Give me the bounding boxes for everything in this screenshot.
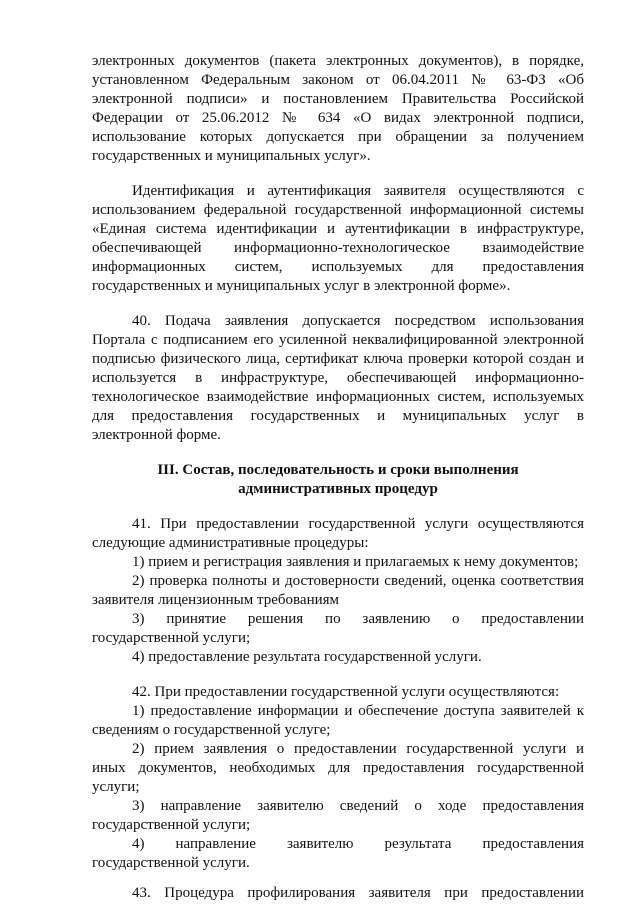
text-line: использование которых допускается при обращении за получением bbox=[92, 129, 584, 145]
text-line: 41. При предоставлении государственной услуги осуществляются bbox=[132, 516, 584, 532]
list-item: 3) направление заявителю сведений о ходе предоставления bbox=[132, 798, 584, 814]
text-line: иных документов, необходимых для предоставления государственной bbox=[92, 760, 584, 776]
text-line: следующие административные процедуры: bbox=[92, 535, 369, 551]
list-item: 3) принятие решения по заявлению о предоставлении bbox=[132, 611, 584, 627]
text-line: сведениям о государственной услуге; bbox=[92, 722, 331, 738]
text-line: 40. Подача заявления допускается посредством использования bbox=[132, 313, 584, 329]
text-line: государственных и муниципальных услуг». bbox=[92, 148, 371, 164]
text-line: Портала с подписанием его усиленной неквалифицированной электронной bbox=[92, 332, 584, 348]
text-line: электронной подписи» и постановлением Правительства Российской bbox=[92, 91, 584, 107]
list-item: 2) проверка полноты и достоверности сведений, оценка соответствия bbox=[132, 573, 584, 589]
text-line: подписью физического лица, сертификат ключа проверки которой создан и bbox=[92, 351, 584, 367]
text-line: технологическое взаимодействие информационных систем, используемых bbox=[92, 389, 584, 405]
list-item: 4) направление заявителю результата предоставления bbox=[132, 836, 584, 852]
text-line: использованием федеральной государственной информационной системы bbox=[92, 202, 584, 218]
text-line: Идентификация и аутентификация заявителя осуществляются с bbox=[132, 183, 584, 199]
text-line: 42. При предоставлении государственной услуги осуществляются: bbox=[132, 684, 560, 700]
text-line: государственной услуги. bbox=[92, 855, 250, 871]
text-line: обеспечивающей информационно-технологическое взаимодействие bbox=[92, 240, 584, 256]
list-item: 2) прием заявления о предоставлении государственной услуги и bbox=[132, 741, 584, 757]
text-line: информационных систем, используемых для предоставления bbox=[92, 259, 584, 275]
list-item: 1) прием и регистрация заявления и прилагаемых к нему документов; bbox=[132, 554, 579, 570]
text-line: электронной форме. bbox=[92, 427, 221, 443]
text-line: для предоставления государственных и муниципальных услуг в bbox=[92, 408, 584, 424]
text-line: государственных и муниципальных услуг в электронной форме». bbox=[92, 278, 511, 294]
text-line: услуги; bbox=[92, 779, 140, 795]
text-line: заявителя лицензионным требованиям bbox=[92, 592, 340, 608]
text-line: Федерации от 25.06.2012 № 634 «О видах электронной подписи, bbox=[92, 110, 584, 126]
text-line: 43. Процедура профилирования заявителя при предоставлении bbox=[132, 885, 584, 901]
text-line: «Единая система идентификации и аутентификации в инфраструктуре, bbox=[92, 221, 584, 237]
list-item: 4) предоставление результата государственной услуги. bbox=[132, 649, 482, 665]
list-item: 1) предоставление информации и обеспечение доступа заявителей к bbox=[132, 703, 584, 719]
text-line: государственной услуги; bbox=[92, 630, 251, 646]
text-line: используется в инфраструктуре, обеспечивающей информационно- bbox=[92, 370, 584, 386]
text-line: государственной услуги; bbox=[92, 817, 251, 833]
text-line: электронных документов (пакета электронных документов), в порядке, bbox=[92, 53, 584, 69]
section-title: III. Состав, последовательность и сроки выполнения bbox=[157, 462, 519, 478]
text-line: установленном Федеральным законом от 06.04.2011 № 63-ФЗ «Об bbox=[92, 72, 584, 88]
section-title: административных процедур bbox=[238, 481, 438, 497]
